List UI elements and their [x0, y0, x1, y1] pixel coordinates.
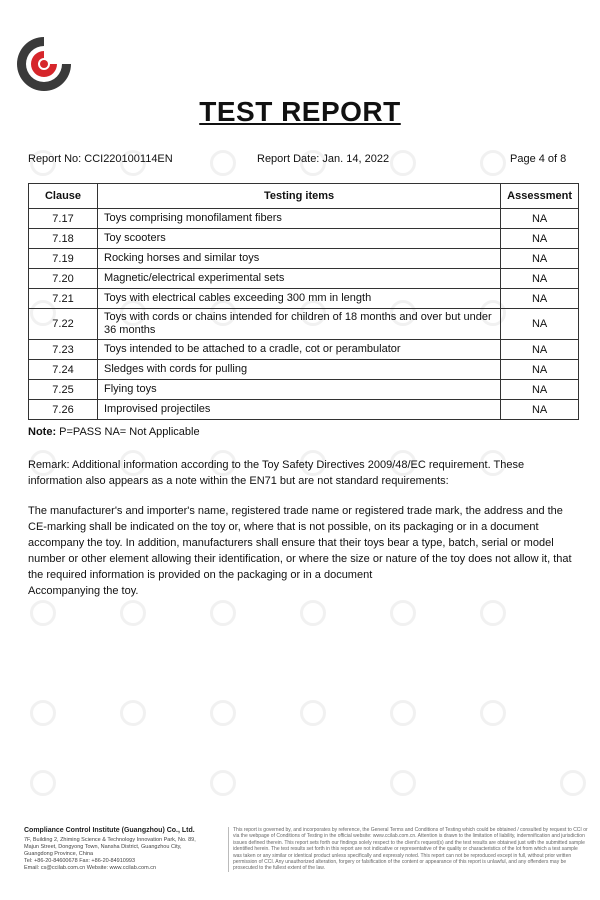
- testing-item-cell: Toys intended to be attached to a cradle, cot or perambulator: [98, 340, 501, 360]
- clause-cell: 7.20: [29, 269, 98, 289]
- note-text: P=PASS NA= Not Applicable: [56, 426, 200, 438]
- clause-cell: 7.22: [29, 309, 98, 340]
- footer-address-line: Majun Street, Dongyong Town, Nansha District, Guangzhou City,: [24, 844, 182, 850]
- assessment-cell: NA: [501, 309, 579, 340]
- page-number: Page 4 of 8: [510, 153, 567, 165]
- testing-items-table: [28, 183, 579, 420]
- assessment-cell: NA: [501, 400, 579, 420]
- report-number: Report No: CCI220100114EN: [28, 153, 173, 165]
- requirements-paragraph-tail: Accompanying the toy.: [28, 585, 139, 597]
- testing-item-cell: Flying toys: [98, 380, 501, 400]
- document-title: TEST REPORT: [199, 96, 401, 127]
- assessment-cell: NA: [501, 249, 579, 269]
- clause-cell: 7.26: [29, 400, 98, 420]
- assessment-cell: NA: [501, 360, 579, 380]
- testing-item-cell: Toys with electrical cables exceeding 300 mm in length: [98, 289, 501, 309]
- testing-item-cell: Toys comprising monofilament fibers: [98, 209, 501, 229]
- testing-item-cell: Magnetic/electrical experimental sets: [98, 269, 501, 289]
- footer-company-name: Compliance Control Institute (Guangzhou) Co., Ltd.: [24, 827, 195, 834]
- table-row: [29, 400, 579, 420]
- report-date: Report Date: Jan. 14, 2022: [257, 153, 390, 165]
- table-row: [29, 229, 579, 249]
- note-label: Note:: [28, 426, 57, 438]
- table-row: [29, 249, 579, 269]
- table-row: [29, 289, 579, 309]
- clause-cell: 7.21: [29, 289, 98, 309]
- testing-item-cell: Improvised projectiles: [98, 400, 501, 420]
- legend-note: [28, 426, 200, 438]
- table-row: [29, 209, 579, 229]
- table-header-row: [29, 184, 579, 209]
- testing-item-cell: Toy scooters: [98, 229, 501, 249]
- clause-cell: 7.19: [29, 249, 98, 269]
- testing-item-cell: Toys with cords or chains intended for children of 18 months and over but under 36 months: [98, 309, 501, 340]
- table-row: [29, 340, 579, 360]
- table-row: [29, 360, 579, 380]
- column-header-clause: Clause: [29, 184, 98, 209]
- testing-item-cell: Rocking horses and similar toys: [98, 249, 501, 269]
- clause-cell: 7.25: [29, 380, 98, 400]
- clause-cell: 7.24: [29, 360, 98, 380]
- table-row: [29, 380, 579, 400]
- clause-cell: 7.23: [29, 340, 98, 360]
- clause-cell: 7.18: [29, 229, 98, 249]
- footer-phone-fax: Tel: +86-20-84600678 Fax: +86-20-84910993: [24, 858, 136, 864]
- assessment-cell: NA: [501, 340, 579, 360]
- assessment-cell: NA: [501, 269, 579, 289]
- column-header-testing-items: Testing items: [98, 184, 501, 209]
- remark-paragraph: Remark: Additional information according to the Toy Safety Directives 2009/48/EC requirement. These information also appears as a note within the EN71 but are not standard requirements:: [28, 459, 525, 487]
- assessment-cell: NA: [501, 289, 579, 309]
- clause-cell: 7.17: [29, 209, 98, 229]
- assessment-cell: NA: [501, 229, 579, 249]
- footer-address-line: Guangdong Province, China: [24, 851, 94, 857]
- table-row: [29, 269, 579, 289]
- requirements-paragraph: The manufacturer's and importer's name, registered trade name or registered trade mark, the address and the CE-marking shall be indicated on the toy or, where that is not possible, on its packaging or in a document accompany the toy. In addition, manufacturers shall ensure that their toys bear a type, batch, serial or model number or other element allowing their identification, or where the size or nature of the toy does not allow it, that the required information is provided on the packaging or in a document: [28, 505, 572, 581]
- assessment-cell: NA: [501, 209, 579, 229]
- table-row: [29, 309, 579, 340]
- assessment-cell: NA: [501, 380, 579, 400]
- footer-address-line: 7F, Building 2, Zhiming Science & Technology Innovation Park, No. 89,: [24, 837, 196, 843]
- footer-email-website: Email: cs@ccilab.com.cn Website: www.ccilab.com.cn: [24, 865, 157, 871]
- testing-item-cell: Sledges with cords for pulling: [98, 360, 501, 380]
- company-logo-icon: [14, 34, 74, 94]
- column-header-assessment: Assessment: [501, 184, 579, 209]
- footer-contact: [24, 827, 224, 872]
- footer-disclaimer: This report is governed by, and incorporates by reference, the General Terms and Conditions of Testing which could be obtained / consulted by request to CCI or via the webpage of Conditions of Testing in the official website: www.ccilab.com.cn. Attention is drawn to the limitation of liability, indemnification and jurisdiction issues defined therein. This report sets forth our findings solely respect to the client's request(s) and the test results are obtained just with the submitted sample identified herein. The test results set forth in this report are not indicative or representative of the quality or characteristics of the lot from which a test sample was taken or any similar or identical product unless specifically and expressly noted. This report can not be reproduced except in full, without prior written permission of CCI. Any unauthorized alteration, forgery or falsification of the content or appearance of this report is unlawful, and any offenders may be prosecuted to the fullest extent of the law.: [228, 827, 588, 872]
